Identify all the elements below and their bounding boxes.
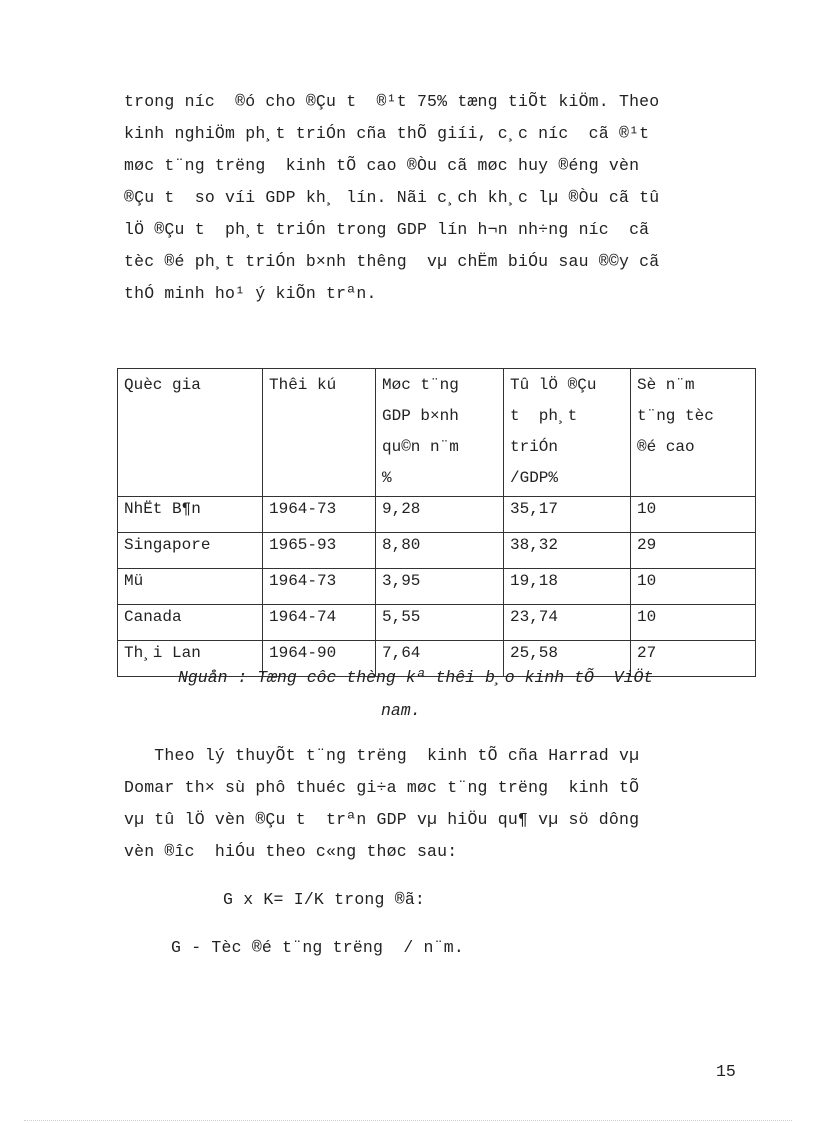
cell-high-growth-years: 10 [631,605,756,641]
page-bottom-divider [24,1120,792,1121]
cell-investment-ratio: 25,58 [504,641,631,677]
variable-definition: G - Tèc ®é t¨ng trëng / n¨m. [171,938,464,957]
table-row [118,569,756,605]
paragraph-line: thÓ minh ho¹ ý kiÕn trªn. [124,284,377,303]
cell-country: NhËt B¶n [118,497,263,533]
growth-data-table [117,368,756,677]
table-source-note-cont: nam. [381,701,421,720]
table-source-note: Nguån : Tæng côc thèng kª thêi b¸o kinh tÕ ViÖt [178,668,654,687]
cell-country: Mü [118,569,263,605]
paragraph-line: tèc ®é ph¸t triÓn b×nh thêng vµ chËm biÓu sau ®©y cã [124,252,660,271]
header-gdp-growth: Møc t¨ng GDP b×nh qu©n n¨m % [376,369,504,497]
cell-period: 1964-74 [263,605,376,641]
cell-high-growth-years: 27 [631,641,756,677]
cell-country: Canada [118,605,263,641]
table-row [118,605,756,641]
cell-country: Singapore [118,533,263,569]
cell-investment-ratio: 38,32 [504,533,631,569]
cell-gdp-growth: 7,64 [376,641,504,677]
cell-investment-ratio: 19,18 [504,569,631,605]
header-high-growth-years: Sè n¨m t¨ng tèc ®é cao [631,369,756,497]
paragraph-line: møc t¨ng trëng kinh tÕ cao ®Òu cã møc huy ®éng vèn [124,156,640,175]
paragraph-line: Domar th× sù phô thuéc gi÷a møc t¨ng trëng kinh tÕ [124,778,640,797]
paragraph-line: vµ tû lÖ vèn ®Çu t trªn GDP vµ hiÖu qu¶ vµ sö dông [124,810,640,829]
table-row [118,497,756,533]
cell-period: 1964-73 [263,569,376,605]
cell-high-growth-years: 29 [631,533,756,569]
cell-country: Th¸i Lan [118,641,263,677]
page-number: 15 [716,1062,736,1081]
header-investment-ratio: Tû lÖ ®Çu t ph¸t triÓn /GDP% [504,369,631,497]
paragraph-line: lÖ ®Çu t ph¸t triÓn trong GDP lín h¬n nh÷ng níc cã [124,220,650,239]
cell-period: 1964-73 [263,497,376,533]
table-row [118,533,756,569]
cell-gdp-growth: 5,55 [376,605,504,641]
cell-gdp-growth: 8,80 [376,533,504,569]
cell-high-growth-years: 10 [631,497,756,533]
cell-gdp-growth: 3,95 [376,569,504,605]
paragraph-line: ®Çu t so víi GDP kh¸ lín. Nãi c¸ch kh¸c lµ ®Òu cã tû [124,188,660,207]
paragraph-line: trong níc ®ó cho ®Çu t ®¹t 75% tæng tiÕt kiÖm. Theo [124,92,660,111]
cell-high-growth-years: 10 [631,569,756,605]
header-period: Thêi kú [263,369,376,497]
header-country: Quèc gia [118,369,263,497]
paragraph-line: vèn ®îc hiÓu theo c«ng thøc sau: [124,842,458,861]
cell-investment-ratio: 35,17 [504,497,631,533]
cell-period: 1964-90 [263,641,376,677]
paragraph-line: Theo lý thuyÕt t¨ng trëng kinh tÕ cña Harrad vµ [124,746,640,765]
cell-period: 1965-93 [263,533,376,569]
formula: G x K= I/K trong ®ã: [223,890,426,909]
cell-gdp-growth: 9,28 [376,497,504,533]
paragraph-line: kinh nghiÖm ph¸t triÓn cña thÕ giíi, c¸c níc cã ®¹t [124,124,650,143]
cell-investment-ratio: 23,74 [504,605,631,641]
table-header-row [118,369,756,497]
